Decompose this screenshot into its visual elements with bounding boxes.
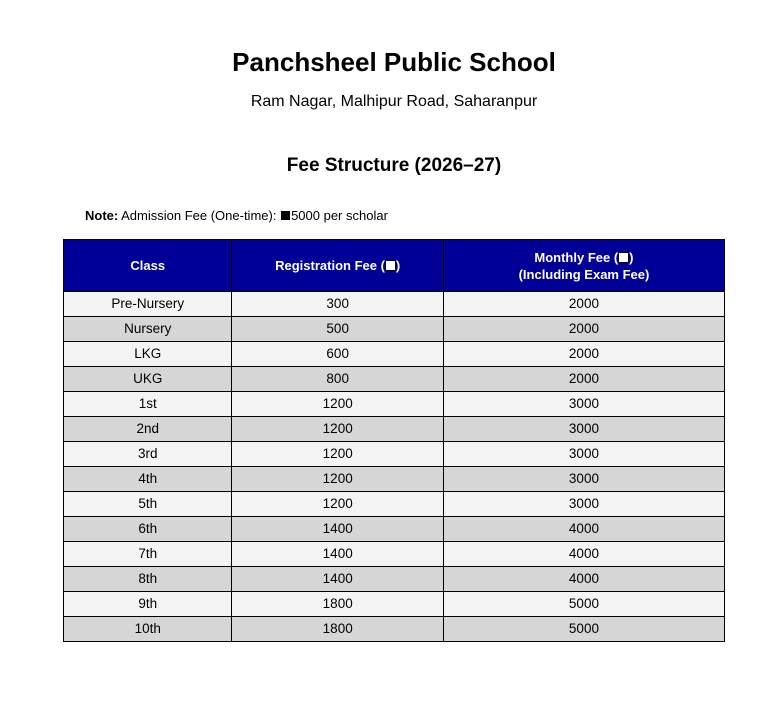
registration-fee-cell: 300 xyxy=(232,292,443,317)
monthly-fee-cell: 4000 xyxy=(443,542,724,567)
registration-fee-cell: 500 xyxy=(232,317,443,342)
monthly-fee-cell: 3000 xyxy=(443,467,724,492)
class-cell: UKG xyxy=(64,367,232,392)
registration-fee-cell: 1200 xyxy=(232,442,443,467)
table-row xyxy=(64,317,725,342)
monthly-fee-cell: 4000 xyxy=(443,567,724,592)
note-amount: 5000 per scholar xyxy=(291,208,388,223)
class-cell: 7th xyxy=(64,542,232,567)
header-monthly-sublabel: (Including Exam Fee) xyxy=(518,266,650,282)
monthly-fee-cell: 3000 xyxy=(443,492,724,517)
school-name: Panchsheel Public School xyxy=(232,47,556,77)
class-cell: 5th xyxy=(64,492,232,517)
registration-fee-cell: 1200 xyxy=(232,492,443,517)
table-row xyxy=(64,292,725,317)
class-cell: LKG xyxy=(64,342,232,367)
monthly-fee-cell: 3000 xyxy=(443,417,724,442)
registration-fee-cell: 1400 xyxy=(232,517,443,542)
monthly-fee-cell: 2000 xyxy=(443,292,724,317)
table-row xyxy=(64,442,725,467)
table-row xyxy=(64,367,725,392)
monthly-fee-cell: 5000 xyxy=(443,592,724,617)
admission-fee-note xyxy=(85,207,388,224)
header-monthly-fee: Monthly Fee ( ) (Including Exam Fee) xyxy=(443,240,724,292)
class-cell: Pre-Nursery xyxy=(64,292,232,317)
class-cell: 6th xyxy=(64,517,232,542)
table-row xyxy=(64,392,725,417)
rupee-symbol-icon xyxy=(618,252,629,263)
class-cell: Nursery xyxy=(64,317,232,342)
monthly-fee-cell: 3000 xyxy=(443,392,724,417)
note-text: Admission Fee (One-time): xyxy=(121,208,281,223)
rupee-symbol-icon xyxy=(385,260,396,271)
table-row xyxy=(64,417,725,442)
fee-structure-title: Fee Structure (2026–27) xyxy=(286,155,502,176)
table-row xyxy=(64,517,725,542)
table-row xyxy=(64,342,725,367)
header-class-label: Class xyxy=(130,258,166,273)
header-registration-label: Registration Fee ( xyxy=(275,258,385,273)
header-registration-fee: Registration Fee ( ) xyxy=(232,240,443,292)
header-monthly-label: Monthly Fee ( xyxy=(534,249,619,265)
class-cell: 1st xyxy=(64,392,232,417)
table-row xyxy=(64,617,725,642)
monthly-fee-cell: 3000 xyxy=(443,442,724,467)
rupee-symbol-icon xyxy=(281,211,290,220)
table-row xyxy=(64,492,725,517)
class-cell: 9th xyxy=(64,592,232,617)
table-row xyxy=(64,592,725,617)
class-cell: 8th xyxy=(64,567,232,592)
fee-table-header xyxy=(64,240,725,292)
registration-fee-cell: 800 xyxy=(232,367,443,392)
registration-fee-cell: 1800 xyxy=(232,617,443,642)
school-address: Ram Nagar, Malhipur Road, Saharanpur xyxy=(250,93,538,110)
registration-fee-cell: 600 xyxy=(232,342,443,367)
class-cell: 4th xyxy=(64,467,232,492)
registration-fee-cell: 1400 xyxy=(232,567,443,592)
registration-fee-cell: 1400 xyxy=(232,542,443,567)
table-row xyxy=(64,542,725,567)
registration-fee-cell: 1200 xyxy=(232,467,443,492)
monthly-fee-cell: 5000 xyxy=(443,617,724,642)
header-class xyxy=(64,240,232,292)
class-cell: 3rd xyxy=(64,442,232,467)
registration-fee-cell: 1800 xyxy=(232,592,443,617)
registration-fee-cell: 1200 xyxy=(232,417,443,442)
fee-table xyxy=(63,239,725,642)
table-row xyxy=(64,567,725,592)
monthly-fee-cell: 2000 xyxy=(443,367,724,392)
monthly-fee-cell: 2000 xyxy=(443,317,724,342)
note-label: Note: xyxy=(85,208,119,223)
class-cell: 10th xyxy=(64,617,232,642)
monthly-fee-cell: 2000 xyxy=(443,342,724,367)
table-row xyxy=(64,467,725,492)
monthly-fee-cell: 4000 xyxy=(443,517,724,542)
class-cell: 2nd xyxy=(64,417,232,442)
registration-fee-cell: 1200 xyxy=(232,392,443,417)
